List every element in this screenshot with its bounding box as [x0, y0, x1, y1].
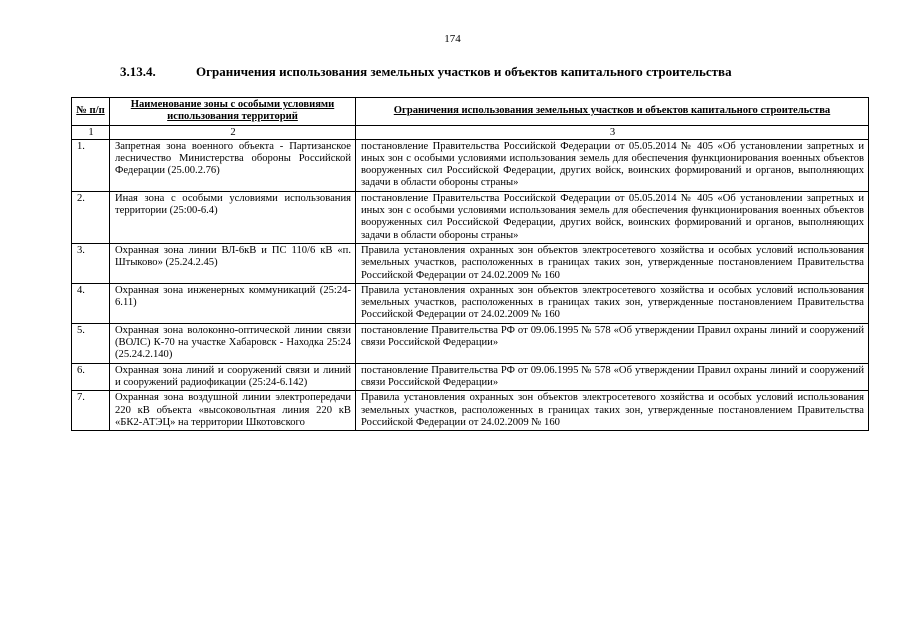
row-number: 3. [72, 243, 110, 283]
column-number-row [72, 125, 869, 139]
table-row [72, 363, 869, 391]
zone-name: Запретная зона военного объекта - Партизанское лесничество Министерства обороны Российской Федерации (25.00.2.76) [110, 139, 356, 191]
column-number: 2 [110, 125, 356, 139]
restriction-text: постановление Правительства РФ от 09.06.1995 № 578 «Об утверждении Правил охраны линий и сооружений связи Российской Федерации» [356, 363, 869, 391]
restriction-text: Правила установления охранных зон объектов электросетевого хозяйства и особых условий использования земельных участков, расположенных в границах таких зон, утвержденные постановлением Правительства Российской Федерации от 24.02.2009 № 160 [356, 283, 869, 323]
table-row [72, 139, 869, 191]
section-number: 3.13.4. [120, 64, 156, 79]
table-row [72, 191, 869, 243]
table-header-row [72, 98, 869, 126]
row-number: 5. [72, 323, 110, 363]
zone-name: Охранная зона линий и сооружений связи и линий и сооружений радиофикации (25:24-6.142) [110, 363, 356, 391]
table-row [72, 283, 869, 323]
row-number: 7. [72, 391, 110, 431]
zone-name: Охранная зона воздушной линии электропередачи 220 кВ объекта «высоковольтная линия 220 кВ «БК2-АТЭЦ» на территории Шкотовского [110, 391, 356, 431]
restrictions-table [71, 97, 869, 431]
restriction-text: постановление Правительства Российской Федерации от 05.05.2014 № 405 «Об установлении запретных и иных зон с особыми условиями использования земель для обеспечения функционирования военных объектов вооруженных сил Российской Федерации, других войск, воинских формирований и органов, выполняющих задачи в области обороны страны» [356, 191, 869, 243]
header-restrictions: Ограничения использования земельных участков и объектов капитального строительства [356, 98, 869, 126]
zone-name: Иная зона с особыми условиями использования территории (25:00-6.4) [110, 191, 356, 243]
zone-name: Охранная зона волоконно-оптической линии связи (ВОЛС) К-70 на участке Хабаровск - Находка 25:24 (25.24.2.140) [110, 323, 356, 363]
header-zone: Наименование зоны с особыми условиями использования территорий [110, 98, 356, 126]
row-number: 6. [72, 363, 110, 391]
section-title: Ограничения использования земельных участков и объектов капитального строительства [196, 64, 732, 79]
column-number: 3 [356, 125, 869, 139]
row-number: 2. [72, 191, 110, 243]
zone-name: Охранная зона линии ВЛ-6кВ и ПС 110/6 кВ «п. Штыково» (25.24.2.45) [110, 243, 356, 283]
row-number: 1. [72, 139, 110, 191]
header-no: № п/п [72, 98, 110, 126]
restriction-text: постановление Правительства Российской Федерации от 05.05.2014 № 405 «Об установлении запретных и иных зон с особыми условиями использования земель для обеспечения функционирования военных объектов вооруженных сил Российской Федерации, других войск, воинских формирований и органов, выполняющих задачи в области обороны страны» [356, 139, 869, 191]
restriction-text: Правила установления охранных зон объектов электросетевого хозяйства и особых условий использования земельных участков, расположенных в границах таких зон, утвержденные постановлением Правительства Российской Федерации от 24.02.2009 № 160 [356, 243, 869, 283]
zone-name: Охранная зона инженерных коммуникаций (25:24-6.11) [110, 283, 356, 323]
row-number: 4. [72, 283, 110, 323]
page-number: 174 [444, 33, 461, 45]
table-row [72, 243, 869, 283]
column-number: 1 [72, 125, 110, 139]
table-row [72, 323, 869, 363]
table-row [72, 391, 869, 431]
section-heading [120, 64, 732, 80]
restriction-text: постановление Правительства РФ от 09.06.1995 № 578 «Об утверждении Правил охраны линий и сооружений связи Российской Федерации» [356, 323, 869, 363]
restriction-text: Правила установления охранных зон объектов электросетевого хозяйства и особых условий использования земельных участков, расположенных в границах таких зон, утвержденные постановлением Правительства Российской Федерации от 24.02.2009 № 160 [356, 391, 869, 431]
